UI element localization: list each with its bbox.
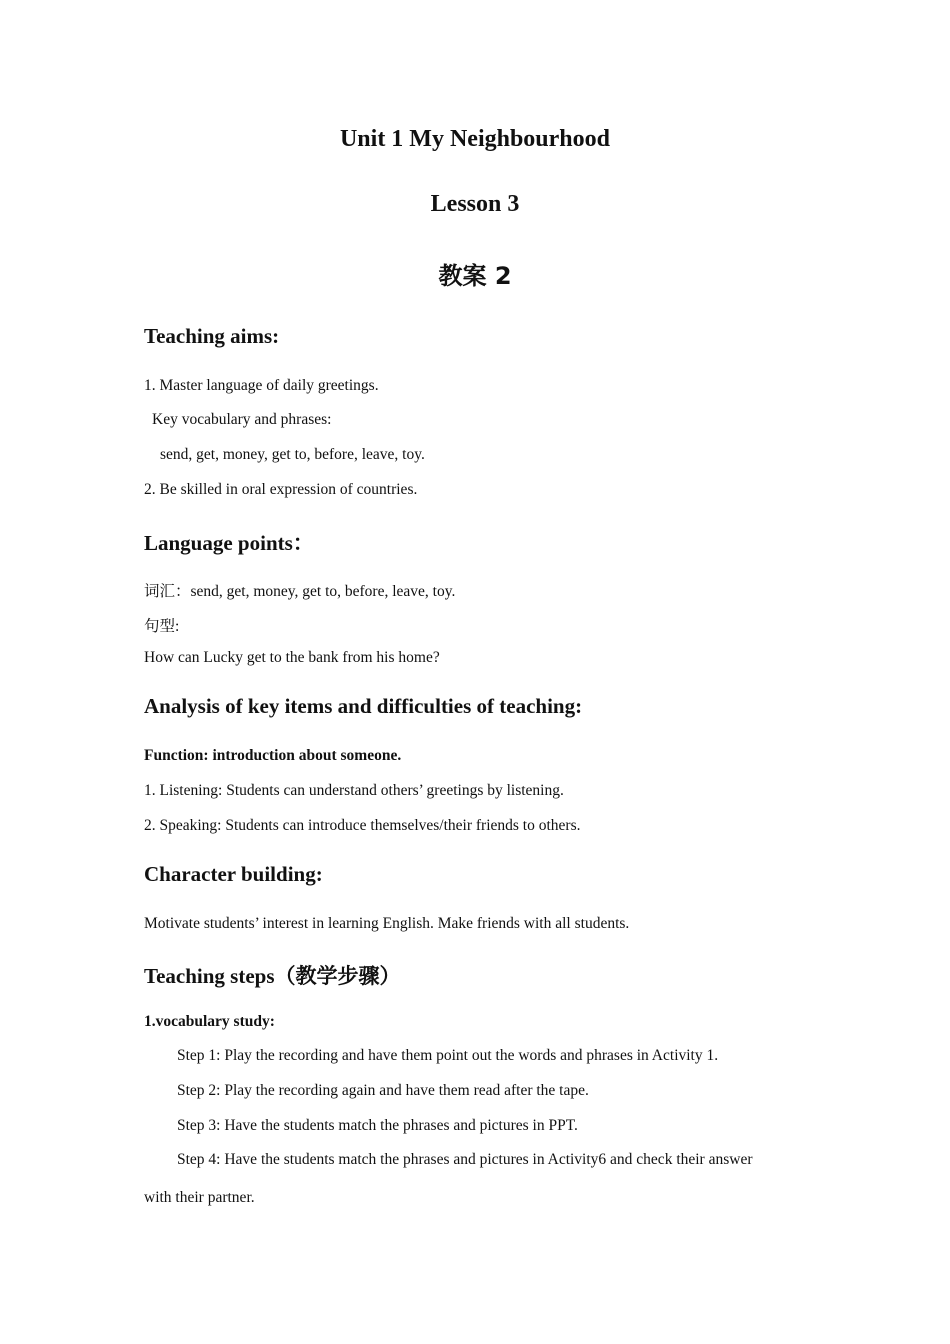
language-points-heading: Language points： [144, 531, 314, 555]
step-4-continued: with their partner. [144, 1189, 255, 1206]
key-vocab-words: send, get, money, get to, before, leave, toy. [160, 446, 425, 463]
aim-item-1: 1. Master language of daily greetings. [144, 377, 379, 394]
analysis-item-1: 1. Listening: Students can understand others’ greetings by listening. [144, 782, 564, 799]
step-4: Step 4: Have the students match the phrases and pictures in Activity6 and check their answer [177, 1151, 753, 1168]
character-heading: Character building: [144, 862, 323, 886]
vocab-line: 词汇：send, get, money, get to, before, leave, toy. [144, 583, 456, 600]
vocab-study-subheading: 1.vocabulary study: [144, 1013, 275, 1030]
analysis-item-2: 2. Speaking: Students can introduce themselves/their friends to others. [144, 817, 581, 834]
lesson-title: Lesson 3 [430, 191, 520, 217]
analysis-heading: Analysis of key items and difficulties of teaching: [144, 694, 583, 718]
character-text: Motivate students’ interest in learning English. Make friends with all students. [144, 915, 630, 932]
step-1: Step 1: Play the recording and have them point out the words and phrases in Activity 1. [177, 1047, 719, 1064]
plan-title: 教案 2 [438, 262, 512, 290]
aim-item-2: 2. Be skilled in oral expression of countries. [144, 481, 418, 498]
teaching-aims-heading: Teaching aims: [144, 324, 280, 348]
pattern-sentence: How can Lucky get to the bank from his home? [144, 649, 440, 666]
teaching-steps-heading: Teaching steps（教学步骤） [144, 964, 401, 988]
unit-title: Unit 1 My Neighbourhood [339, 126, 611, 152]
pattern-label: 句型: [144, 618, 180, 635]
function-line: Function: introduction about someone. [144, 747, 402, 764]
key-vocab-label: Key vocabulary and phrases: [152, 411, 332, 428]
step-3: Step 3: Have the students match the phrases and pictures in PPT. [177, 1117, 578, 1134]
step-2: Step 2: Play the recording again and have them read after the tape. [177, 1082, 589, 1099]
